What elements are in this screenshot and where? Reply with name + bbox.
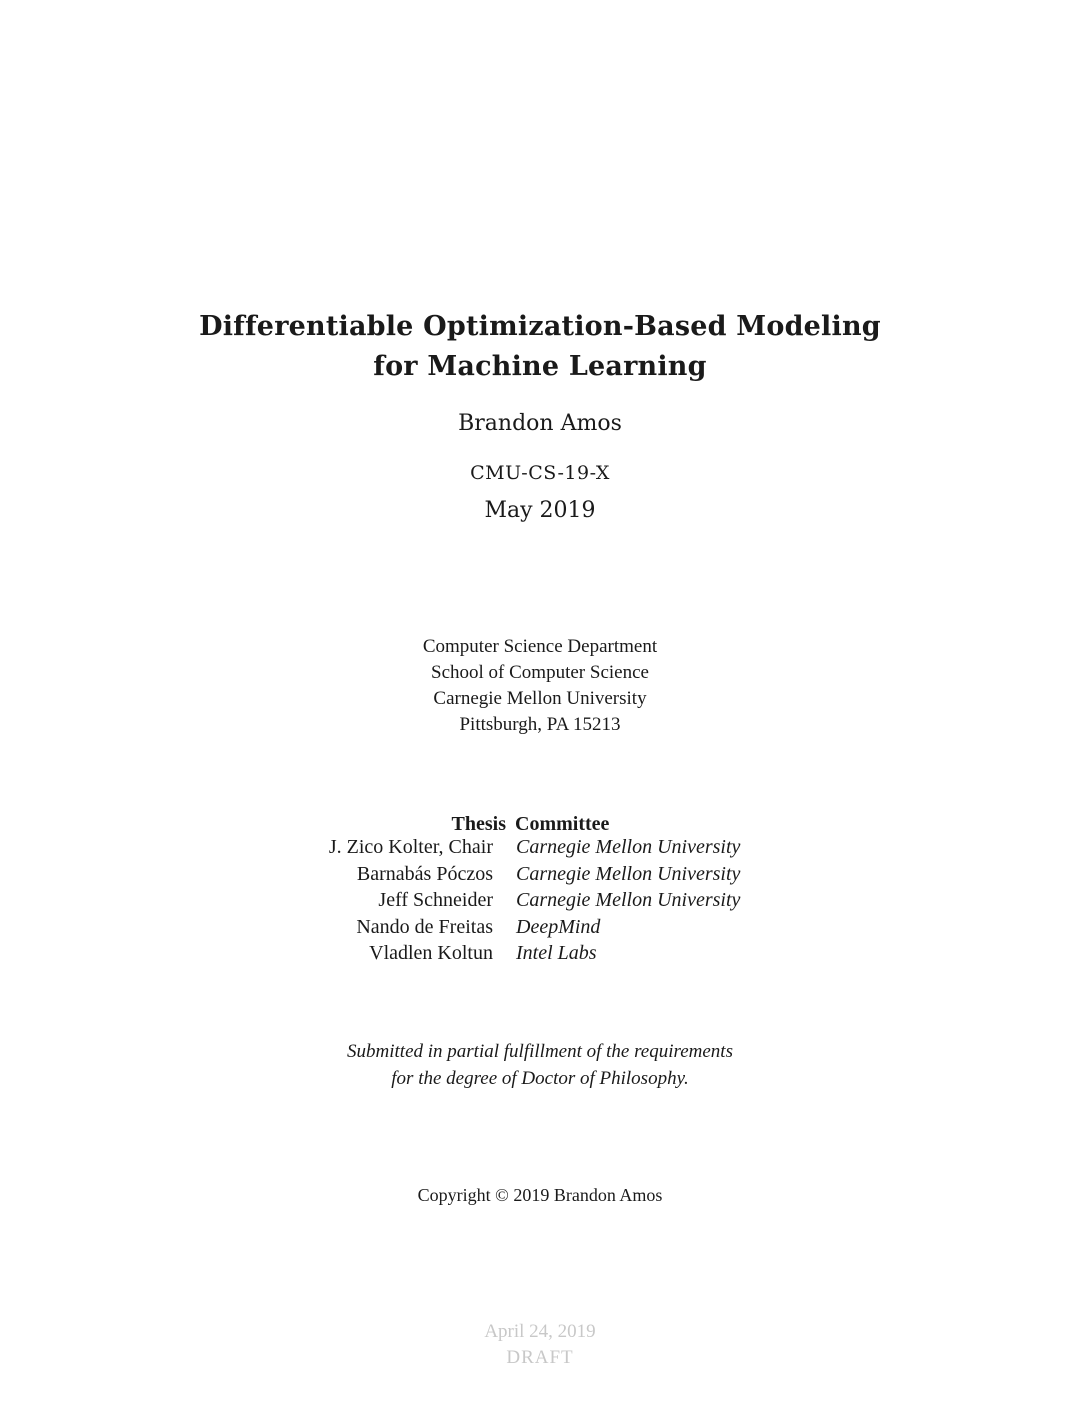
committee-member bbox=[0, 940, 1080, 967]
submission-line-2: for the degree of Doctor of Philosophy. bbox=[391, 1068, 689, 1089]
report-number: CMU-CS-19-X bbox=[470, 462, 610, 484]
submission-line-1: Submitted in partial fulfillment of the requirements bbox=[347, 1041, 733, 1062]
member-name: Barnabás Póczos bbox=[356, 862, 493, 885]
committee-member bbox=[0, 861, 1080, 888]
draft-watermark-date: April 24, 2019 bbox=[484, 1321, 596, 1342]
thesis-title-line-1: Differentiable Optimization-Based Modeling bbox=[199, 311, 881, 342]
member-name: Nando de Freitas bbox=[356, 915, 493, 938]
member-affiliation: Carnegie Mellon University bbox=[516, 862, 741, 885]
committee-heading-word-1: Thesis bbox=[451, 813, 506, 835]
member-affiliation: Carnegie Mellon University bbox=[516, 836, 741, 858]
publication-date: May 2019 bbox=[484, 498, 596, 523]
address-line-university: Carnegie Mellon University bbox=[433, 688, 647, 709]
member-affiliation: Carnegie Mellon University bbox=[516, 889, 741, 911]
committee-member bbox=[0, 834, 1080, 861]
copyright-notice: Copyright © 2019 Brandon Amos bbox=[417, 1185, 663, 1205]
address-line-city: Pittsburgh, PA 15213 bbox=[459, 714, 621, 735]
thesis-title-line-2: for Machine Learning bbox=[373, 351, 707, 382]
author-name: Brandon Amos bbox=[458, 411, 622, 436]
member-name: Vladlen Koltun bbox=[369, 942, 493, 964]
committee-heading-word-2: Committee bbox=[515, 813, 610, 835]
committee-list bbox=[0, 834, 1080, 967]
institution-address bbox=[0, 634, 1080, 738]
member-affiliation: Intel Labs bbox=[516, 942, 597, 964]
draft-watermark-label: DRAFT bbox=[506, 1347, 574, 1368]
member-name: Jeff Schneider bbox=[378, 889, 493, 911]
member-affiliation: DeepMind bbox=[516, 915, 601, 938]
address-line-school: School of Computer Science bbox=[431, 662, 649, 683]
member-name: J. Zico Kolter, Chair bbox=[328, 836, 493, 858]
committee-member bbox=[0, 887, 1080, 914]
address-line-department: Computer Science Department bbox=[422, 636, 658, 657]
submission-statement bbox=[0, 1038, 1080, 1092]
committee-member bbox=[0, 914, 1080, 941]
